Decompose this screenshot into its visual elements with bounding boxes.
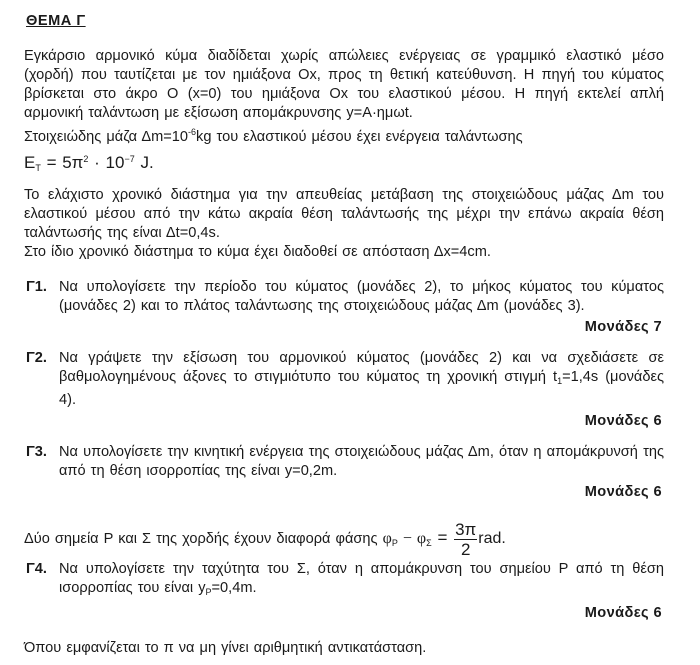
marks-g2: Μονάδες 6 [584, 413, 662, 429]
energy-unit: J. [134, 153, 154, 172]
intro-paragraph: Εγκάρσιο αρμονικό κύμα διαδίδεται χωρίς απώλειες ενέργειας σε γραμμικό ελαστικό μέσο (χορδή) που ταυτίζεται με τον ημιάξονα Οx, προς τη θετική κατεύθυνση. Η πηγή του κύματος βρίσκεται στο άκρο Ο (x=0) του ημιάξονα Οx του ελαστικού μέσου. Η πηγή εκτελεί απλή αρμονική ταλάντωση με εξίσωση απομάκρυνσης y=A·ημωt. [24, 48, 664, 121]
marks-g1: Μονάδες 7 [584, 319, 662, 335]
phase-fraction [454, 520, 477, 559]
energy-formula [24, 147, 664, 180]
question-g1 [24, 278, 664, 316]
question-label: Γ3. [26, 444, 47, 460]
question-text-after: =1,4s (μονάδες 4). [59, 369, 664, 408]
mass-paragraph [24, 123, 664, 147]
question-text: Να γράψετε την εξίσωση του αρμονικού κύματος (μονάδες 2) και να σχεδιάσετε σε βαθμολογημένους άξονες το στιγμιότυπο του κύματος τη χρονική στιγμή t [59, 350, 664, 385]
yp-subscript: P [205, 587, 212, 597]
energy-power-base: · 10 [88, 153, 125, 172]
time-subscript: 1 [557, 376, 563, 386]
question-text: Να υπολογίσετε την περίοδο του κύματος (μονάδες 2), το μήκος κύματος του κύματος (μονάδες 2) και το πλάτος ταλάντωσης της στοιχειώδους μάζας Δm (μονάδες 3). [59, 279, 664, 314]
question-text-after: =0,4m. [211, 580, 257, 596]
question-label: Γ4. [26, 561, 47, 577]
question-text: Να υπολογίσετε την κινητική ενέργεια της στοιχειώδους μάζας Δm, όταν η απομάκρυνσή της από τη θέση ισορροπίας της είναι y=0,2m. [59, 444, 664, 479]
phase-text: Δύο σημεία Ρ και Σ της χορδής έχουν διαφορά φάσης [24, 531, 383, 547]
section-title: ΘΕΜΑ Γ [26, 13, 86, 29]
marks-g4: Μονάδες 6 [584, 605, 662, 621]
energy-symbol: E [24, 153, 36, 172]
mass-text-after: kg του ελαστικού μέσου έχει ενέργεια ταλάντωσης [196, 129, 523, 145]
time-paragraph: Το ελάχιστο χρονικό διάστημα για την απευθείας μετάβαση της στοιχειώδους μάζας Δm του ελαστικού μέσου από την κάτω ακραία θέση ταλάντωσής της μέχρι την επάνω ακραία θέση ταλάντωσής της είναι Δt=0,4s. [24, 187, 664, 241]
question-text: Να υπολογίσετε την ταχύτητα του Σ, όταν η απομάκρυνση του σημείου Ρ από τη θέση ισορροπίας του είναι y [59, 561, 664, 596]
phase-difference-statement [24, 518, 664, 558]
phi-s-symbol: φ [416, 530, 427, 547]
phi-p-subscript: P [391, 538, 398, 548]
exam-page [24, 12, 664, 658]
energy-square: 2 [83, 154, 89, 164]
minus-sign: − [397, 530, 417, 547]
marks-g3: Μονάδες 6 [584, 484, 662, 500]
question-label: Γ1. [26, 279, 47, 295]
energy-coefficient: = 5π [40, 153, 84, 172]
question-g3 [24, 443, 664, 481]
question-label: Γ2. [26, 350, 47, 366]
mass-exponent: -6 [188, 127, 197, 137]
fraction-numerator: 3π [455, 519, 477, 539]
energy-exponent: −7 [124, 154, 135, 164]
phi-p-symbol: φ [382, 530, 392, 547]
question-g4 [24, 560, 664, 602]
question-g2 [24, 349, 664, 410]
distance-paragraph: Στο ίδιο χρονικό διάστημα το κύμα έχει διαδοθεί σε απόσταση Δx=4cm. [24, 244, 491, 260]
footnote: Όπου εμφανίζεται το π να μη γίνει αριθμητική αντικατάσταση. [24, 640, 427, 656]
phase-unit: rad. [478, 530, 506, 547]
equals-sign: = [431, 528, 454, 547]
energy-subscript: T [35, 163, 41, 173]
fraction-denominator: 2 [460, 539, 471, 559]
mass-text-before: Στοιχειώδης μάζα Δm=10 [24, 129, 189, 145]
phi-s-subscript: Σ [426, 538, 432, 548]
